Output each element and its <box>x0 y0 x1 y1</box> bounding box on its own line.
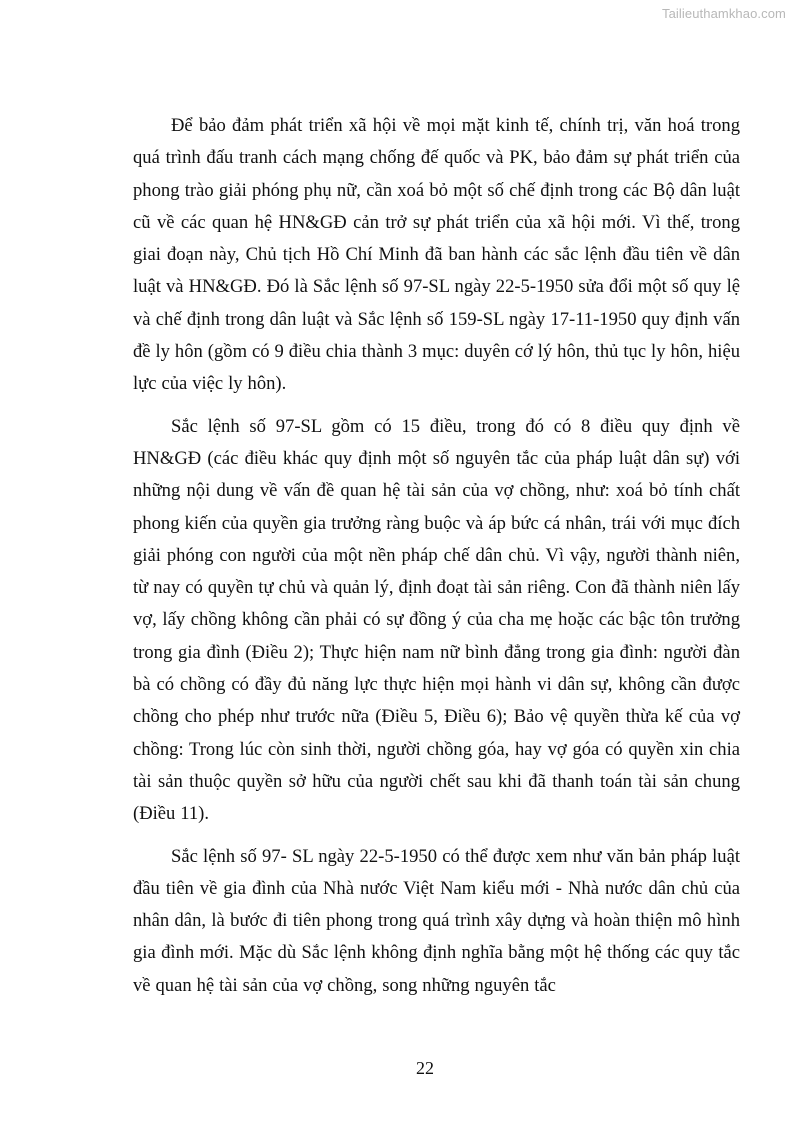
paragraph-2: Sắc lệnh số 97-SL gồm có 15 điều, trong đó có 8 điều quy định về HN&GĐ (các điều khác quy định một số nguyên tắc của pháp luật dân sự) với những nội dung về vấn đề quan hệ tài sản của vợ chồng, như: xoá bỏ tính chất phong kiến của quyền gia trưởng ràng buộc và áp bức cá nhân, trái với mục đích giải phóng con người của một nền pháp chế dân chủ. Vì vậy, người thành niên, từ nay có quyền tự chủ và quản lý, định đoạt tài sản riêng. Con đã thành niên lấy vợ, lấy chồng không cần phải có sự đồng ý của cha mẹ hoặc các bậc tôn trưởng trong gia đình (Điều 2); Thực hiện nam nữ bình đẳng trong gia đình: người đàn bà có chồng có đầy đủ năng lực thực hiện mọi hành vi dân sự, không cần được chồng cho phép như trước nữa (Điều 5, Điều 6); Bảo vệ quyền thừa kế của vợ chồng: Trong lúc còn sinh thời, người chồng góa, hay vợ góa có quyền xin chia tài sản thuộc quyền sở hữu của người chết sau khi đã thanh toán tài sản chung (Điều 11). <box>133 415 740 825</box>
page-number: 22 <box>416 1058 434 1078</box>
watermark-text: Tailieuthamkhao.com <box>661 6 786 21</box>
paragraph-1: Để bảo đảm phát triển xã hội về mọi mặt kinh tế, chính trị, văn hoá trong quá trình đấu tranh cách mạng chống đế quốc và PK, bảo đảm sự phát triển của phong trào giải phóng phụ nữ, cần xoá bỏ một số chế định trong các Bộ dân luật cũ về các quan hệ HN&GĐ cản trở sự phát triển của xã hội mới. Vì thế, trong giai đoạn này, Chủ tịch Hồ Chí Minh đã ban hành các sắc lệnh đầu tiên về dân luật và HN&GĐ. Đó là Sắc lệnh số 97-SL ngày 22-5-1950 sửa đổi một số quy lệ và chế định trong dân luật và Sắc lệnh số 159-SL ngày 17-11-1950 quy định vấn đề ly hôn (gồm có 9 điều chia thành 3 mục: duyên cớ lý hôn, thủ tục ly hôn, hiệu lực của việc ly hôn). <box>133 115 740 395</box>
document-body <box>133 110 740 1012</box>
paragraph-3: Sắc lệnh số 97- SL ngày 22-5-1950 có thể được xem như văn bản pháp luật đầu tiên về gia đình của Nhà nước Việt Nam kiểu mới - Nhà nước dân chủ của nhân dân, là bước đi tiên phong trong quá trình xây dựng và hoàn thiện mô hình gia đình mới. Mặc dù Sắc lệnh không định nghĩa bằng một hệ thống các quy tắc về quan hệ tài sản của vợ chồng, song những nguyên tắc <box>133 845 740 996</box>
